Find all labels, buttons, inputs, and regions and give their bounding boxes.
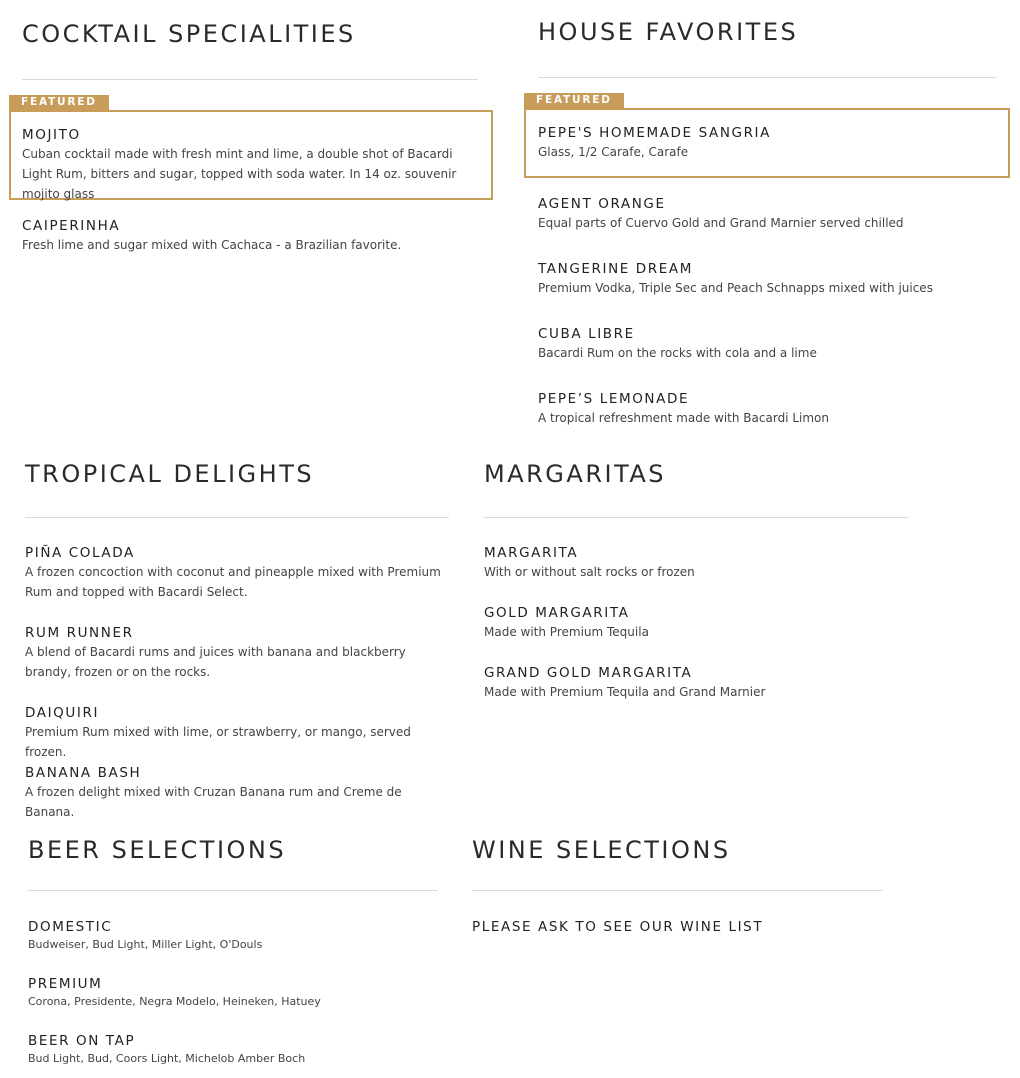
item-name: BANANA BASH (25, 765, 142, 781)
featured-badge: FEATURED (9, 95, 109, 110)
item-name: PEPE'S HOMEMADE SANGRIA (538, 125, 771, 141)
section-title: HOUSE FAVORITES (538, 18, 799, 46)
item-description: Bud Light, Bud, Coors Light, Michelob Amber Boch (28, 1052, 306, 1065)
cocktail-specialities-section (21, 20, 492, 252)
item-description: A blend of Bacardi rums and juices with banana and blackberry brandy, frozen or on the rocks. (25, 645, 406, 679)
item-name: PEPE’S LEMONADE (538, 391, 690, 407)
section-title: COCKTAIL SPECIALITIES (22, 20, 356, 48)
section-title: MARGARITAS (484, 460, 667, 488)
item-name: CUBA LIBRE (538, 326, 635, 342)
item-description: Premium Vodka, Triple Sec and Peach Schnapps mixed with juices (538, 281, 933, 295)
item-description: Glass, 1/2 Carafe, Carafe (538, 145, 689, 159)
item-name: PLEASE ASK TO SEE OUR WINE LIST (472, 919, 764, 935)
menu-item (22, 217, 472, 255)
menu-item (484, 664, 904, 702)
section-title: TROPICAL DELIGHTS (25, 460, 315, 488)
section-divider (538, 77, 996, 78)
item-description: A frozen delight mixed with Cruzan Banana rum and Creme de Banana. (25, 785, 402, 819)
beer-selections-section (28, 836, 448, 1072)
item-description: Bacardi Rum on the rocks with cola and a lime (538, 346, 817, 360)
item-name: PIÑA COLADA (25, 545, 135, 561)
item-description: Made with Premium Tequila and Grand Marnier (484, 685, 766, 699)
wine-list-note (472, 918, 882, 936)
item-description: Budweiser, Bud Light, Miller Light, O'Douls (28, 938, 263, 951)
item-description: Cuban cocktail made with fresh mint and lime, a double shot of Bacardi Light Rum, bitters and sugar, topped with soda water. In 14 oz. souvenir mojito glass (22, 147, 457, 201)
menu-item (28, 975, 438, 1010)
item-name: BEER ON TAP (28, 1033, 136, 1049)
menu-item (28, 1032, 438, 1067)
item-name: CAIPERINHA (22, 218, 121, 234)
house-favorites-section (538, 18, 1010, 438)
item-description: A tropical refreshment made with Bacardi Limon (538, 411, 829, 425)
item-name: PREMIUM (28, 976, 103, 992)
section-divider (25, 517, 449, 518)
item-name: DAIQUIRI (25, 705, 100, 721)
item-name: GOLD MARGARITA (484, 605, 630, 621)
menu-item (25, 704, 445, 762)
item-description: Made with Premium Tequila (484, 625, 649, 639)
menu-item (538, 195, 998, 233)
featured-badge: FEATURED (524, 93, 624, 108)
wine-selections-section (472, 836, 892, 956)
item-name: MOJITO (22, 127, 81, 143)
menu-item (22, 126, 472, 204)
margaritas-section (484, 460, 914, 710)
item-description: Premium Rum mixed with lime, or strawberry, or mango, served frozen. (25, 725, 411, 759)
menu-item (484, 604, 904, 642)
menu-item (28, 918, 438, 953)
item-name: GRAND GOLD MARGARITA (484, 665, 693, 681)
menu-item (25, 544, 445, 602)
section-title: WINE SELECTIONS (472, 836, 731, 864)
item-name: AGENT ORANGE (538, 196, 666, 212)
section-divider (28, 890, 438, 891)
item-description: Fresh lime and sugar mixed with Cachaca - a Brazilian favorite. (22, 238, 402, 252)
item-name: DOMESTIC (28, 919, 113, 935)
item-description: Equal parts of Cuervo Gold and Grand Marnier served chilled (538, 216, 904, 230)
menu-item (538, 390, 998, 428)
item-description: A frozen concoction with coconut and pineapple mixed with Premium Rum and topped with Bacardi Select. (25, 565, 441, 599)
section-divider (484, 517, 908, 518)
item-name: RUM RUNNER (25, 625, 134, 641)
item-name: MARGARITA (484, 545, 579, 561)
item-description: With or without salt rocks or frozen (484, 565, 695, 579)
tropical-delights-section (25, 460, 455, 819)
menu-item (25, 624, 445, 682)
menu-item (484, 544, 904, 582)
item-description: Corona, Presidente, Negra Modelo, Heineken, Hatuey (28, 995, 321, 1008)
section-divider (472, 890, 883, 891)
menu-item (538, 325, 998, 363)
menu-item (538, 260, 998, 298)
menu-item (25, 764, 445, 822)
section-title: BEER SELECTIONS (28, 836, 287, 864)
item-name: TANGERINE DREAM (538, 261, 693, 277)
section-divider (22, 79, 478, 80)
menu-item (538, 124, 988, 162)
